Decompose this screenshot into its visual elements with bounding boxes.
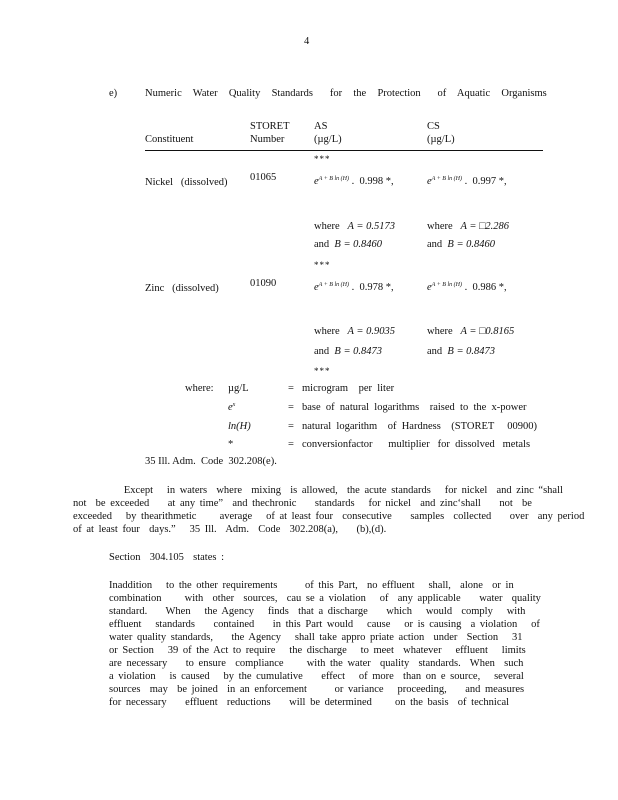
table-row-nickel-storet: 01065 <box>250 172 277 183</box>
cs-where-nickel: where A = □2.286 <box>427 221 510 232</box>
definition-text: natural logarithm of Hardness (STORET 00900) <box>302 421 537 432</box>
quote-line: water quality standards, the Agency shall take appro priate action under Section 31 <box>109 632 523 643</box>
cs-exponent: A + B ln (H) <box>431 176 462 182</box>
paragraph-line: not be exceeded at any time” and thechronic standards for nickel and zinc‘shall not be <box>73 498 532 509</box>
as-formula-zinc: $e^{A + B ln (H)}$ . 0.978 *, <box>314 282 394 293</box>
cs-factor: 0.997 *, <box>472 176 507 187</box>
as-where-zinc: where A = 0.9035 <box>314 326 395 337</box>
quote-line: sources may be joined in an enforcement or variance proceeding, and measures <box>109 684 525 695</box>
stars-marker: *** <box>314 366 331 376</box>
table-row-zinc-storet: 01090 <box>250 278 277 289</box>
definition-text: conversionfactor multiplier for dissolved metals <box>302 439 531 450</box>
table-header-rule <box>145 150 543 151</box>
definition-term: µg/L <box>228 383 249 394</box>
section-label: e) <box>109 88 118 99</box>
as-exponent: A + B ln (H) <box>318 282 349 288</box>
as-where-nickel: where A = 0.5173 <box>314 221 395 232</box>
cs-and-nickel: and B = 0.8460 <box>427 239 496 250</box>
header-storet-line2: Number <box>250 134 285 145</box>
definitions-citation: 35 Ill. Adm. Code 302.208(e). <box>145 456 277 467</box>
paragraph-line: Except in waters where mixing is allowed, the acute standards for nickel and zinc “shall <box>73 485 563 496</box>
cs-formula-zinc: $e^{A + B ln (H)}$ . 0.986 *, <box>427 282 507 293</box>
as-factor: 0.998 *, <box>359 176 394 187</box>
header-as-line1: AS <box>314 121 328 132</box>
definition-equals: = <box>288 402 294 413</box>
definition-equals: = <box>288 383 294 394</box>
cs-where-zinc: where A = □0.8165 <box>427 326 515 337</box>
table-row-nickel-constituent: Nickel (dissolved) <box>145 177 228 188</box>
table-row-zinc-constituent: Zinc (dissolved) <box>145 283 219 294</box>
as-formula-nickel: $e^{A + B ln (H)}$ . 0.998 *, <box>314 176 394 187</box>
header-storet-line1: STORET <box>250 121 290 132</box>
as-and-nickel: and B = 0.8460 <box>314 239 383 250</box>
quote-line: Inaddition to the other requirements of this Part, no effluent shall, alone or in <box>109 580 514 591</box>
header-cs-line2: (µg/L) <box>427 134 455 145</box>
cs-formula-nickel: $e^{A + B ln (H)}$ . 0.997 *, <box>427 176 507 187</box>
definition-text: microgram per liter <box>302 383 395 394</box>
definition-equals: = <box>288 421 294 432</box>
section-reference: Section 304.105 states : <box>109 552 224 563</box>
definition-equals: = <box>288 439 294 450</box>
quote-line: or Section 39 of the Act to require the discharge to meet whatever effluent limits <box>109 645 526 656</box>
definition-term: ln(H) <box>228 421 251 432</box>
quote-line: a violation is caused by the cumulative effect of more than on e source, several <box>109 671 524 682</box>
quote-line: effluent standards contained in this Part would cause or is causing a violation of <box>109 619 540 630</box>
stars-marker: *** <box>314 260 331 270</box>
quote-line: for necessary effluent reductions will be determined on the basis of technical <box>109 697 510 708</box>
stars-marker: *** <box>314 154 331 164</box>
cs-exponent: A + B ln (H) <box>431 282 462 288</box>
header-constituent: Constituent <box>145 134 194 145</box>
cs-factor: 0.986 *, <box>472 282 507 293</box>
as-exponent: A + B ln (H) <box>318 176 349 182</box>
definition-term: $e^x$ <box>228 402 236 413</box>
as-factor: 0.978 *, <box>359 282 394 293</box>
header-cs-line1: CS <box>427 121 440 132</box>
paragraph-line: exceeded by thearithmetic average of at least four consecutive samples collected over any period <box>73 511 585 522</box>
section-title: Numeric Water Quality Standards for the Protection of Aquatic Organisms <box>145 88 547 99</box>
paragraph-line: of at least four days.” 35 Ill. Adm. Code 302.208(a), (b),(d). <box>73 524 387 535</box>
cs-and-zinc: and B = 0.8473 <box>427 346 496 357</box>
definitions-where-label: where: <box>185 383 214 394</box>
definition-term: * <box>228 439 234 450</box>
as-and-zinc: and B = 0.8473 <box>314 346 383 357</box>
page-number: 4 <box>304 36 310 47</box>
quote-line: combination with other sources, cau se a violation of any applicable water quality <box>109 593 541 604</box>
quote-line: standard. When the Agency finds that a discharge which would comply with <box>109 606 526 617</box>
quote-line: are necessary to ensure compliance with the water quality standards. When such <box>109 658 524 669</box>
definition-text: base of natural logarithms raised to the x-power <box>302 402 527 413</box>
header-as-line2: (µg/L) <box>314 134 342 145</box>
